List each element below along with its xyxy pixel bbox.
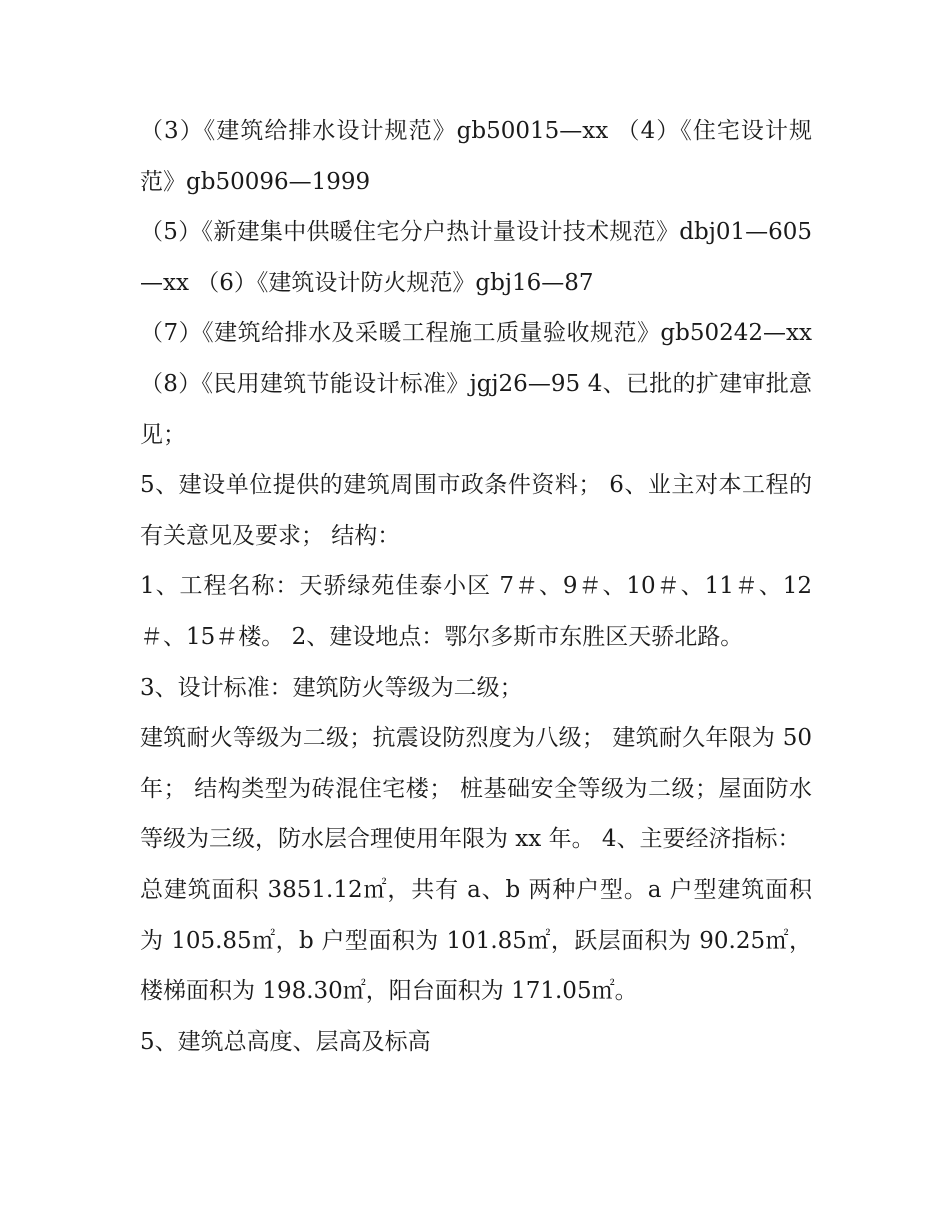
paragraph-standards-5-6: （5）《新建集中供暖住宅分户热计量设计技术规范》dbj01—605—xx （6）《建筑设计防火规范》gbj16—87 (140, 219, 812, 296)
paragraph-design-grades: 建筑耐火等级为二级；抗震设防烈度为八级； 建筑耐久年限为 50 年； 结构类型为砖混住宅楼； 桩基础安全等级为二级；屋面防水等级为三级，防水层合理使用年限为 xx 年。 4、主要经济指标： (140, 725, 812, 853)
paragraph-height-heading: 5、建筑总高度、层高及标高 (140, 1028, 431, 1055)
paragraph-design-standard: 3、设计标准：建筑防火等级为二级； (140, 674, 523, 701)
paragraph-project-name: 1、工程名称：天骄绿苑佳泰小区 7＃、9＃、10＃、11＃、12＃、15＃楼。 2、建设地点：鄂尔多斯市东胜区天骄北路。 (140, 573, 812, 650)
document-body (140, 106, 812, 1067)
paragraph-standards-3-4: （3）《建筑给排水设计规范》gb50015—xx （4）《住宅设计规范》gb50096—1999 (140, 118, 812, 195)
paragraph-standards-7-8: （7）《建筑给排水及采暖工程施工质量验收规范》gb50242—xx （8）《民用建筑节能设计标准》jgj26—95 4、已批的扩建审批意见； (140, 320, 812, 448)
paragraph-economic-indicators: 总建筑面积 3851.12㎡，共有 a、b 两种户型。a 户型建筑面积为 105.85㎡，b 户型面积为 101.85㎡，跃层面积为 90.25㎡，楼梯面积为 198.30㎡，阳台面积为 171.05㎡。 (140, 876, 812, 1005)
paragraph-basis-5-6: 5、建设单位提供的建筑周围市政条件资料； 6、业主对本工程的有关意见及要求； 结构： (140, 472, 812, 549)
